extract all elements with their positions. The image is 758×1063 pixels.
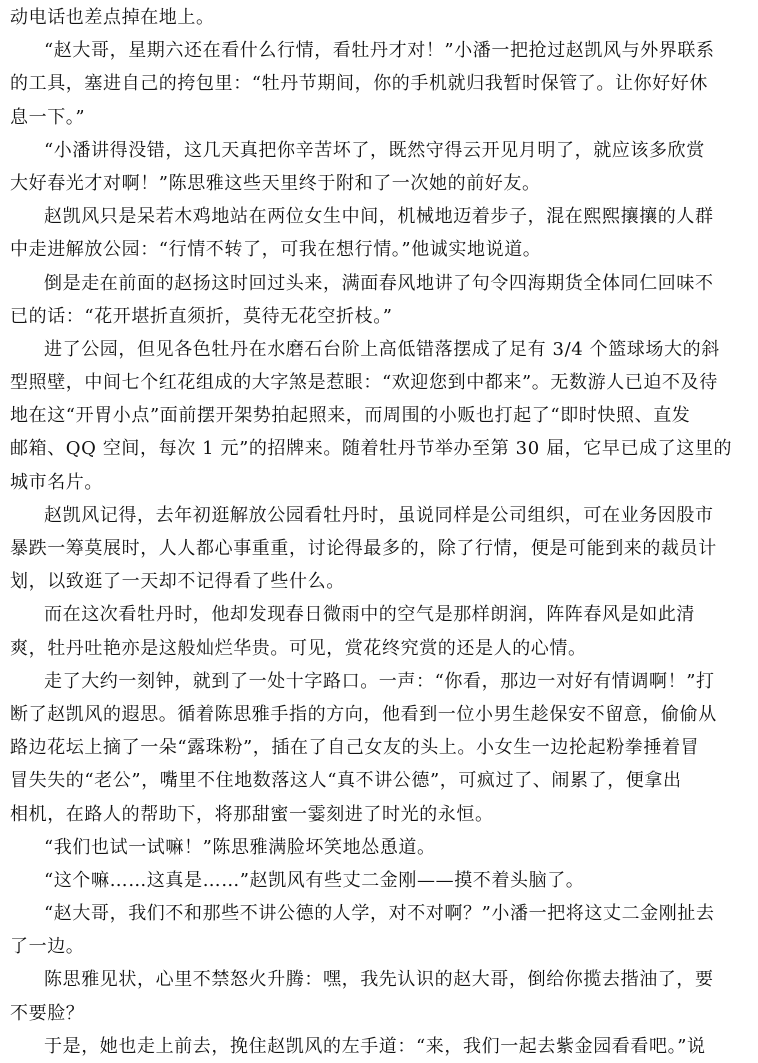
text-line: 相机，在路人的帮助下，将那甜蜜一霎刻进了时光的永恒。 [10,803,494,825]
text-line: 划，以致逛了一天却不记得看了些什么。 [10,571,345,593]
text-line: 于是，她也走上前去，挽住赵凯风的左手道：“来，我们一起去紫金园看看吧。”说 [44,1035,706,1057]
text-line: “这个嘛……这真是……”赵凯风有些丈二金刚——摸不着头脑了。 [44,869,585,891]
text-line: 赵凯风只是呆若木鸡地站在两位女生中间，机械地迈着步子，混在熙熙攘攘的人群 [44,206,714,228]
text-line: 陈思雅见状，心里不禁怒火升腾：嘿，我先认识的赵大哥，倒给你揽去揩油了，要 [44,969,714,991]
text-line: 地在这“开胃小点”面前摆开架势拍起照来，而周围的小贩也打起了“即时快照、直发 [10,405,691,427]
text-line: 暴跌一筹莫展时，人人都心事重重，讨论得最多的，除了行情，便是可能到来的裁员计 [10,538,717,559]
text-line: 不要脸？ [10,1002,85,1024]
text-line: “我们也试一试嘛！”陈思雅满脸坏笑地怂恿道。 [44,836,436,858]
text-line: 的工具，塞进自己的挎包里：“牡丹节期间，你的手机就归我暂时保管了。让你好好休 [10,73,708,95]
text-line: 动电话也差点掉在地上。 [10,7,215,28]
text-line: “赵大哥，我们不和那些不讲公德的人学，对不对啊？”小潘一把将这丈二金刚扯去 [44,903,715,925]
text-line: 进了公园，但见各色牡丹在水磨石台阶上高低错落摆成了足有 3/4 个篮球场大的斜 [44,338,720,360]
text-line: 城市名片。 [10,471,103,493]
text-line: 爽，牡丹吐艳亦是这般灿烂华贵。可见，赏花终究赏的还是人的心情。 [10,637,587,659]
text-line: 走了大约一刻钟，就到了一处十字路口。一声：“你看，那边一对好有情调啊！”打 [44,670,715,692]
text-line: 断了赵凯风的遐思。循着陈思雅手指的方向，他看到一位小男生趁保安不留意，偷偷从 [10,703,717,725]
text-line: 中走进解放公园：“行情不转了，可我在想行情。”他诚实地说道。 [10,239,542,261]
text-line: 冒失失的“老公”，嘴里不住地数落这人“真不讲公德”，可疯过了、闹累了，便拿出 [10,770,682,792]
text-line: 倒是走在前面的赵扬这时回过头来，满面春风地讲了句令四海期货全体同仁回味不 [44,272,714,294]
text-line: 而在这次看牡丹时，他却发现春日微雨中的空气是那样朗润，阵阵春风是如此清 [44,604,695,626]
text-line: “小潘讲得没错，这几天真把你辛苦坏了，既然守得云开见月明了，就应该多欣赏 [44,139,705,161]
text-line: “赵大哥，星期六还在看什么行情，看牡丹才对！”小潘一把抢过赵凯风与外界联系 [44,40,715,62]
text-line: 邮箱、QQ 空间，每次 1 元”的招牌来。随着牡丹节举办至第 30 届，它早已成了这里的 [10,438,733,460]
text-line: 型照壁，中间七个红花组成的大字煞是惹眼：“欢迎您到中都来”。无数游人已迫不及待 [10,372,718,394]
text-line: 已的话：“花开堪折直须折，莫待无花空折枝。” [10,305,393,327]
text-line: 了一边。 [10,936,85,958]
text-line: 息一下。” [10,106,86,128]
text-line: 路边花坛上摘了一朵“露珠粉”，插在了自己女友的头上。小女生一边抡起粉拳捶着冒 [10,737,700,759]
text-line: 大好春光才对啊！”陈思雅这些天里终于附和了一次她的前好友。 [10,172,541,194]
text-line: 赵凯风记得，去年初逛解放公园看牡丹时，虽说同样是公司组织，可在业务因股市 [44,504,714,526]
